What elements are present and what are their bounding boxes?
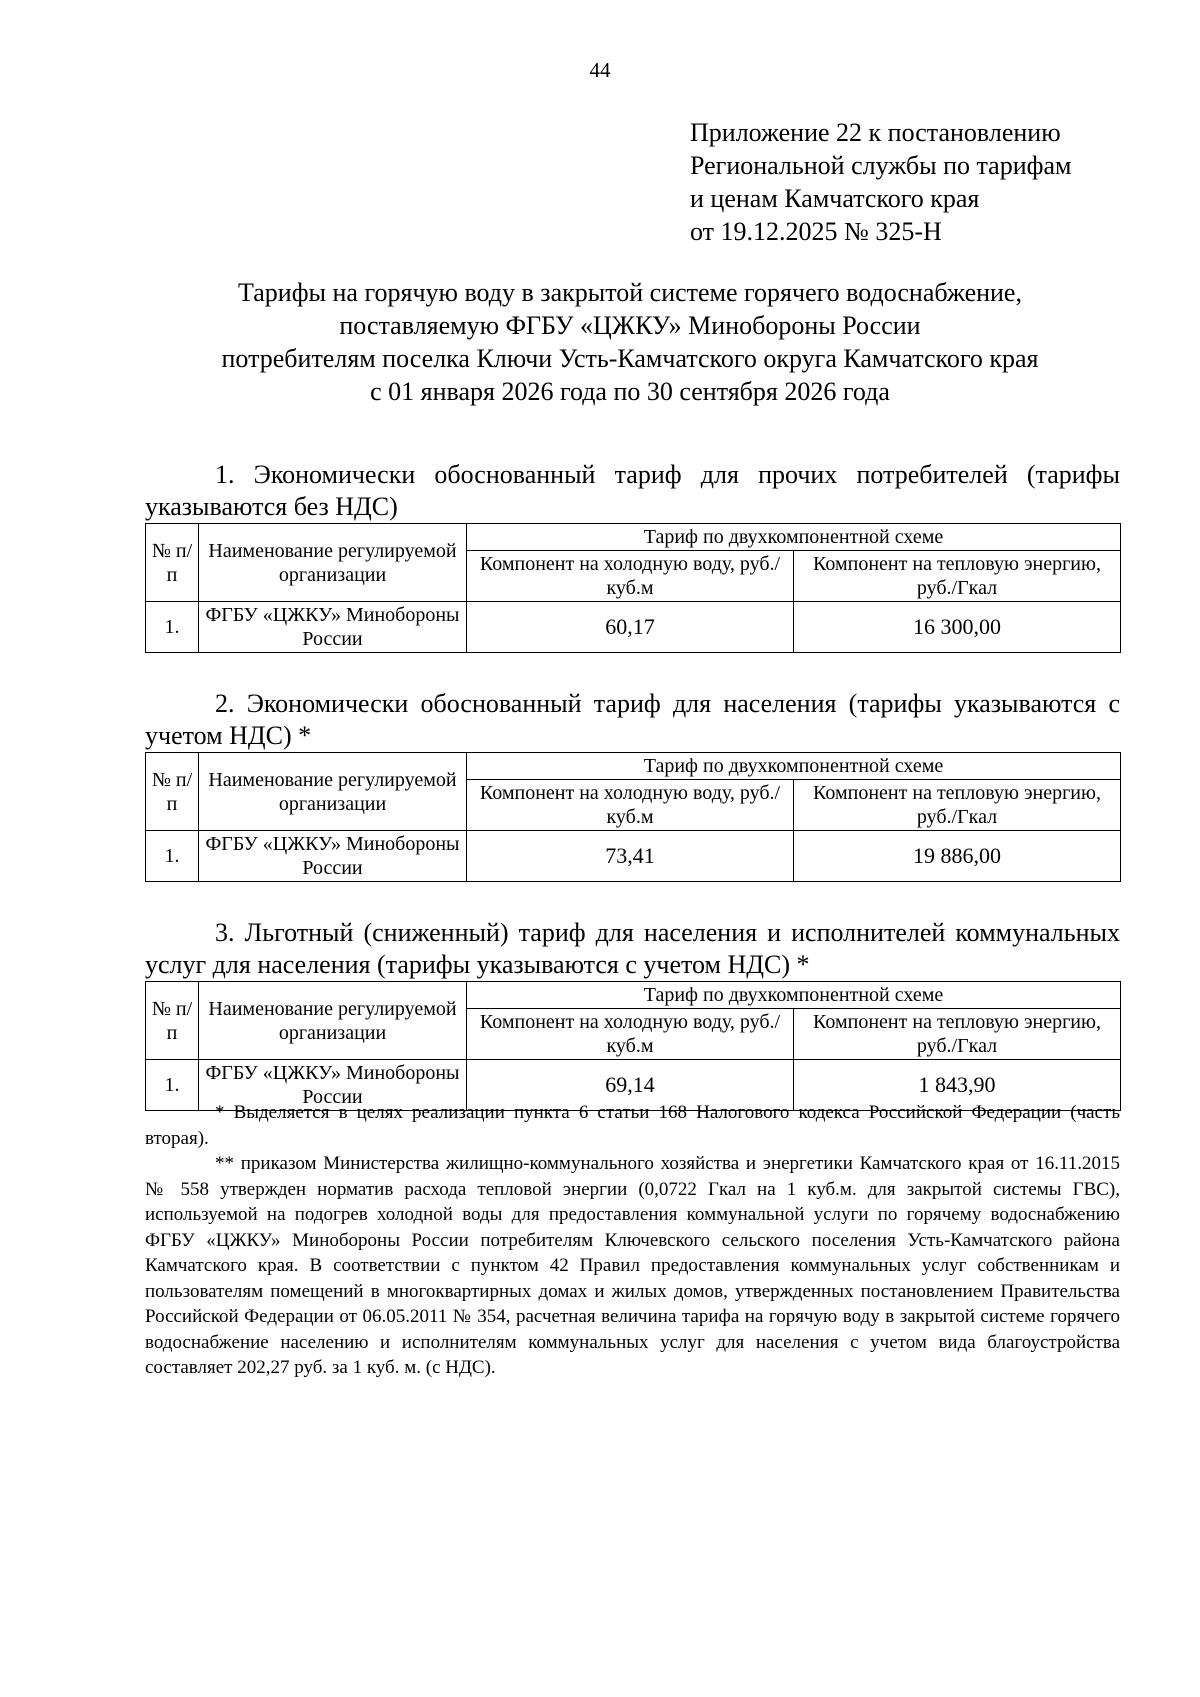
row-cold-value: 73,41 — [467, 831, 794, 882]
row-cold-value: 60,17 — [467, 602, 794, 653]
footnotes — [145, 1100, 1120, 1381]
header-org: Наименование регулируемой организации — [199, 524, 467, 602]
header-org: Наименование регулируемой организации — [199, 982, 467, 1060]
row-heat-value: 19 886,00 — [794, 831, 1121, 882]
header-scheme: Тариф по двухкомпонентной схеме — [467, 753, 1121, 780]
header-num: № п/п — [146, 982, 199, 1060]
title-line: с 01 января 2026 года по 30 сентября 2026 года — [370, 377, 890, 406]
tariff-table-3 — [145, 981, 1121, 1111]
row-heat-value: 1 843,90 — [794, 1060, 1121, 1111]
header-num: № п/п — [146, 524, 199, 602]
appendix-reference — [690, 116, 1071, 248]
section-heading-text: 1. Экономически обоснованный тариф для прочих потребителей (тарифы указываются без НДС) — [145, 460, 1120, 521]
header-num: № п/п — [146, 753, 199, 831]
header-org: Наименование регулируемой организации — [199, 753, 467, 831]
tariff-table-2 — [145, 752, 1121, 882]
row-cold-value: 69,14 — [467, 1060, 794, 1111]
table-row — [146, 602, 1121, 653]
row-num: 1. — [146, 1060, 199, 1111]
header-heat: Компонент на тепловую энергию, руб./Гкал — [794, 780, 1121, 831]
appendix-line: Приложение 22 к постановлению — [690, 118, 1061, 147]
header-cold: Компонент на холодную воду, руб./куб.м — [467, 551, 794, 602]
appendix-line: Региональной службы по тарифам — [690, 151, 1072, 180]
header-cold: Компонент на холодную воду, руб./куб.м — [467, 780, 794, 831]
page-number: 44 — [589, 58, 611, 82]
section-1-heading — [145, 459, 1120, 523]
section-2-heading — [145, 688, 1120, 752]
appendix-line: и ценам Камчатского края — [690, 184, 980, 213]
row-org: ФГБУ «ЦЖКУ» Минобороны России — [199, 602, 467, 653]
header-scheme: Тариф по двухкомпонентной схеме — [467, 982, 1121, 1009]
section-heading-text: 3. Льготный (сниженный) тариф для населения и исполнителей коммунальных услуг для населения (тарифы указываются с учетом НДС) * — [145, 918, 1120, 979]
title-line: поставляемую ФГБУ «ЦЖКУ» Минобороны России — [339, 311, 921, 340]
header-heat: Компонент на тепловую энергию, руб./Гкал — [794, 551, 1121, 602]
row-org: ФГБУ «ЦЖКУ» Минобороны России — [199, 1060, 467, 1111]
title-line: Тарифы на горячую воду в закрытой системе горячего водоснабжение, — [238, 278, 1022, 307]
document-title — [130, 276, 1130, 408]
row-num: 1. — [146, 831, 199, 882]
appendix-line: от 19.12.2025 № 325-Н — [690, 217, 942, 246]
header-heat: Компонент на тепловую энергию, руб./Гкал — [794, 1009, 1121, 1060]
section-heading-text: 2. Экономически обоснованный тариф для населения (тарифы указываются с учетом НДС) * — [145, 689, 1120, 750]
row-heat-value: 16 300,00 — [794, 602, 1121, 653]
footnote-norm: ** приказом Министерства жилищно-коммунального хозяйства и энергетики Камчатского края от 16.11.2015 № 558 утвержден норматив расхода тепловой энергии (0,0722 Гкал на 1 куб.м. для закрытой системы ГВС), используемой на подогрев холодной воды для предоставления коммунальной услуги по горячему водоснабжению ФГБУ «ЦЖКУ» Минобороны России потребителям Ключевского сельского поселения Усть-Камчатского района Камчатского края. В соответствии с пунктом 42 Правил предоставления коммунальных услуг собственникам и пользователям помещений в многоквартирных домах и жилых домов, утвержденных постановлением Правительства Российской Федерации от 06.05.2011 № 354, расчетная величина тарифа на горячую воду в закрытой системе горячего водоснабжение населению и исполнителям коммунальных услуг для населения с учетом вида благоустройства составляет 202,27 руб. за 1 куб. м. (с НДС). — [145, 1153, 1120, 1378]
table-row — [146, 831, 1121, 882]
section-3-heading — [145, 917, 1120, 981]
footnote-vat: * Выделяется в целях реализации пункта 6 статьи 168 Налогового кодекса Российской Федерации (часть вторая). — [145, 1102, 1120, 1149]
header-cold: Компонент на холодную воду, руб./куб.м — [467, 1009, 794, 1060]
header-scheme: Тариф по двухкомпонентной схеме — [467, 524, 1121, 551]
row-num: 1. — [146, 602, 199, 653]
tariff-table-1 — [145, 523, 1121, 653]
row-org: ФГБУ «ЦЖКУ» Минобороны России — [199, 831, 467, 882]
title-line: потребителям поселка Ключи Усть-Камчатского округа Камчатского края — [221, 344, 1039, 373]
